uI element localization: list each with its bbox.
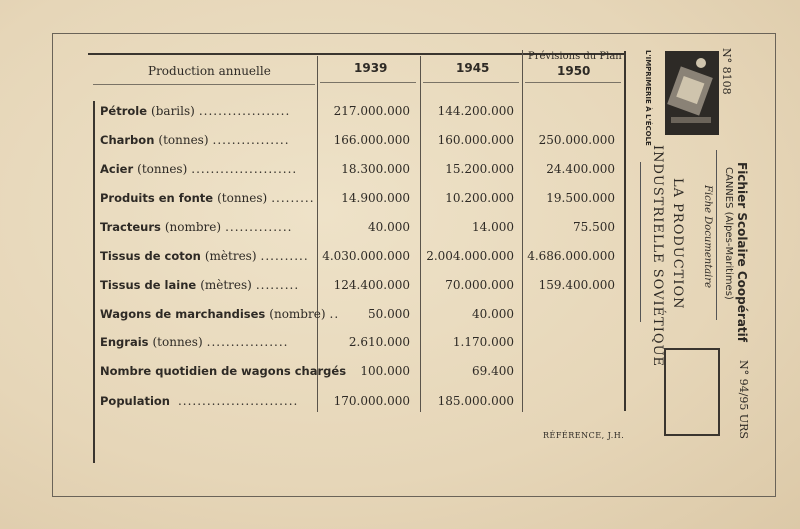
row-label: [100, 191, 315, 205]
value-1939: 50.000: [368, 307, 410, 321]
table-row: [100, 394, 620, 414]
imprint-label: L'IMPRIMERIE À L'ÉCOLE: [644, 50, 652, 146]
publisher-logo: [665, 51, 719, 135]
row-label: [100, 220, 292, 234]
stamp-box: [664, 348, 720, 436]
table-row: [100, 104, 620, 124]
value-1939: 2.610.000: [348, 335, 410, 349]
value-1945: 69.400: [472, 364, 514, 378]
row-unit: (mètres): [200, 278, 252, 292]
table-left-border: [93, 101, 95, 463]
row-name: Wagons de marchandises: [100, 307, 266, 321]
value-1945: 15.200.000: [445, 162, 514, 176]
row-unit: (tonnes): [137, 162, 188, 176]
value-1950: 75.500: [573, 220, 615, 234]
row-dots: .................: [206, 335, 289, 349]
row-name: Produits en fonte: [100, 191, 214, 205]
publisher-location: CANNES (Alpes-Maritimes): [723, 167, 734, 300]
table-row: [100, 220, 620, 240]
value-1939: 100.000: [360, 364, 410, 378]
title-line2: INDUSTRIELLE SOVIÉTIQUE: [650, 145, 665, 368]
row-name: Charbon: [100, 133, 155, 147]
value-1950: 4.686.000.000: [527, 249, 615, 263]
value-1939: 170.000.000: [333, 394, 410, 408]
row-name: Engrais: [100, 335, 149, 349]
header-underline: [525, 82, 621, 83]
row-dots: .........................: [177, 394, 299, 408]
row-label: [100, 278, 299, 292]
row-name: Tissus de coton: [100, 249, 201, 263]
divider-line: [640, 162, 641, 322]
title-line1: LA PRODUCTION: [670, 178, 685, 310]
row-dots: ..: [329, 307, 340, 321]
table-row: [100, 278, 620, 298]
row-dots: ......................: [191, 162, 298, 176]
row-label: [100, 335, 289, 349]
table-row: [100, 191, 620, 211]
row-unit: (nombre): [269, 307, 326, 321]
value-1945: 40.000: [472, 307, 514, 321]
row-dots: ................: [212, 133, 290, 147]
row-unit: (tonnes): [158, 133, 209, 147]
value-1945: 14.000: [472, 220, 514, 234]
table-row: [100, 335, 620, 355]
row-dots: ..........: [260, 249, 309, 263]
header-underline: [320, 82, 416, 83]
row-label: [100, 133, 290, 147]
fiche-type: Fiche Documentaire: [702, 185, 713, 289]
divider-line: [716, 150, 717, 320]
value-1945: 10.200.000: [445, 191, 514, 205]
value-1950: 250.000.000: [538, 133, 615, 147]
table-row: [100, 249, 620, 269]
row-label: [100, 249, 309, 263]
table-right-border: [624, 51, 626, 411]
row-unit: (barils): [151, 104, 195, 118]
header-underline: [423, 82, 519, 83]
row-unit: (tonnes): [152, 335, 203, 349]
publisher-name: Fichier Scolaire Coopératif: [735, 162, 749, 342]
printing-press-icon: [665, 51, 719, 135]
row-unit: (mètres): [204, 249, 257, 263]
card-number-bottom: N° 94/95 URS: [737, 360, 750, 439]
row-unit: (tonnes): [217, 191, 268, 205]
table-row: [100, 133, 620, 153]
row-label: [100, 394, 298, 408]
row-name: Pétrole: [100, 104, 148, 118]
card-number-top: N° 8108: [720, 48, 733, 95]
value-1945: 185.000.000: [437, 394, 514, 408]
row-label: [100, 364, 354, 378]
value-1939: 18.300.000: [341, 162, 410, 176]
header-plan: Prévisions du Plan: [528, 51, 622, 62]
row-label: [100, 307, 339, 321]
row-unit: (nombre): [164, 220, 222, 234]
value-1939: 166.000.000: [333, 133, 410, 147]
value-1945: 144.200.000: [437, 104, 514, 118]
reference-note: RÉFÉRENCE, J.H.: [543, 431, 625, 440]
row-label: [100, 162, 297, 176]
value-1945: 70.000.000: [445, 278, 514, 292]
row-label: [100, 104, 290, 118]
row-dots: .........: [255, 278, 300, 292]
row-name: Population: [100, 394, 170, 408]
value-1945: 1.170.000: [452, 335, 514, 349]
row-dots: ...................: [198, 104, 291, 118]
row-dots: .........: [271, 191, 315, 205]
value-1939: 124.400.000: [333, 278, 410, 292]
table-row: [100, 162, 620, 182]
row-name: Tissus de laine: [100, 278, 197, 292]
header-1945: 1945: [456, 61, 490, 75]
value-1939: 217.000.000: [333, 104, 410, 118]
row-name: Tracteurs: [100, 220, 161, 234]
value-1950: 159.400.000: [538, 278, 615, 292]
value-1950: 19.500.000: [546, 191, 615, 205]
value-1939: 14.900.000: [341, 191, 410, 205]
header-1950: 1950: [557, 64, 591, 78]
value-1939: 4.030.000.000: [322, 249, 410, 263]
value-1939: 40.000: [368, 220, 410, 234]
header-production: Production annuelle: [148, 64, 271, 78]
table-row: [100, 307, 620, 327]
value-1950: 24.400.000: [546, 162, 615, 176]
table-row: [100, 364, 620, 384]
value-1945: 2.004.000.000: [426, 249, 514, 263]
value-1945: 160.000.000: [437, 133, 514, 147]
row-name: Acier: [100, 162, 134, 176]
row-dots: ..............: [225, 220, 293, 234]
header-underline: [93, 84, 315, 85]
header-1939: 1939: [354, 61, 388, 75]
row-name: Nombre quotidien de wagons chargés: [100, 364, 347, 378]
